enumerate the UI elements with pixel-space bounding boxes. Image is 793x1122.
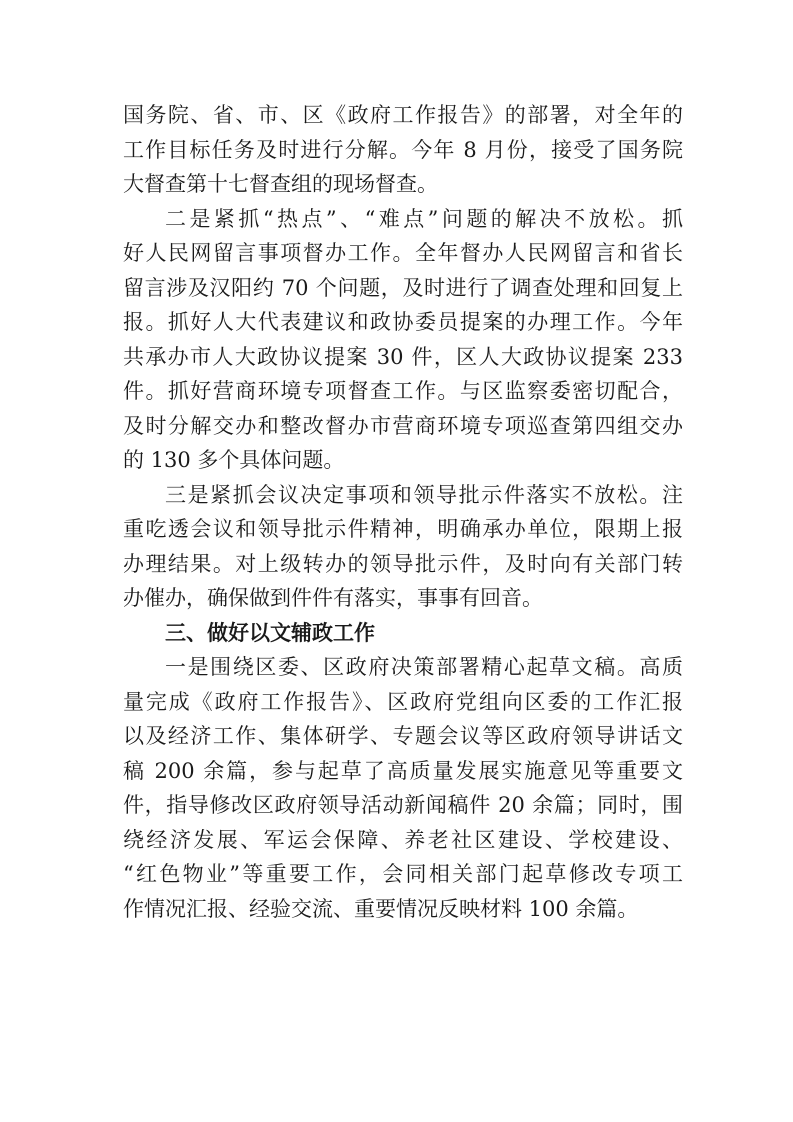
- paragraph-hotspot-issues: [123, 202, 683, 478]
- paragraph-drafting: [123, 650, 683, 926]
- text-line: 共承办市人大政协议提案 30 件，区人大政协议提案 233: [123, 344, 683, 369]
- text-line: 以及经济工作、集体研学、专题会议等区政府领导讲话文: [123, 724, 683, 748]
- text-line: 稿 200 余篇，参与起草了高质量发展实施意见等重要文: [123, 758, 683, 783]
- text-line: 办理结果。对上级转办的领导批示件，及时向有关部门转: [123, 551, 683, 576]
- text-line: 国务院、省、市、区《政府工作报告》的部署，对全年的: [123, 103, 683, 127]
- text-line: 留言涉及汉阳约 70 个问题，及时进行了调查处理和回复上: [123, 275, 683, 300]
- paragraph-continuation: [123, 98, 683, 202]
- paragraph-meeting-decisions: [123, 478, 683, 616]
- text-line: 件。抓好营商环境专项督查工作。与区监察委密切配合，: [123, 379, 683, 403]
- document-page: [123, 98, 683, 926]
- text-line: 一是围绕区委、区政府决策部署精心起草文稿。高质: [165, 655, 683, 679]
- text-line: 重吃透会议和领导批示件精神，明确承办单位，限期上报: [123, 517, 683, 541]
- text-line: 大督查第十七督查组的现场督查。: [123, 172, 438, 196]
- section-heading-text: 三、做好以文辅政工作: [165, 620, 375, 645]
- text-line: 量完成《政府工作报告》、区政府党组向区委的工作汇报: [123, 689, 683, 714]
- text-line: 绕经济发展、军运会保障、养老社区建设、学校建设、: [123, 827, 683, 852]
- text-line: 件，指导修改区政府领导活动新闻稿件 20 余篇；同时，围: [123, 793, 683, 817]
- text-line: 报。抓好人大代表建议和政协委员提案的办理工作。今年: [123, 310, 683, 334]
- text-line: 及时分解交办和整改督办市营商环境专项巡查第四组交办: [123, 413, 683, 438]
- section-heading: [123, 616, 683, 651]
- text-line: 好人民网留言事项督办工作。全年督办人民网留言和省长: [123, 241, 683, 265]
- text-line: 二是紧抓“热点”、“难点”问题的解决不放松。抓: [165, 206, 683, 231]
- text-line: 办催办，确保做到件件有落实，事事有回音。: [123, 586, 543, 610]
- text-line: 的 130 多个具体问题。: [123, 448, 345, 472]
- text-line: 工作目标任务及时进行分解。今年 8 月份，接受了国务院: [123, 137, 683, 162]
- text-line: 作情况汇报、经验交流、重要情况反映材料 100 余篇。: [123, 896, 639, 921]
- text-line: “红色物业”等重要工作，会同相关部门起草修改专项工: [123, 862, 683, 886]
- text-line: 三是紧抓会议决定事项和领导批示件落实不放松。注: [165, 482, 683, 507]
